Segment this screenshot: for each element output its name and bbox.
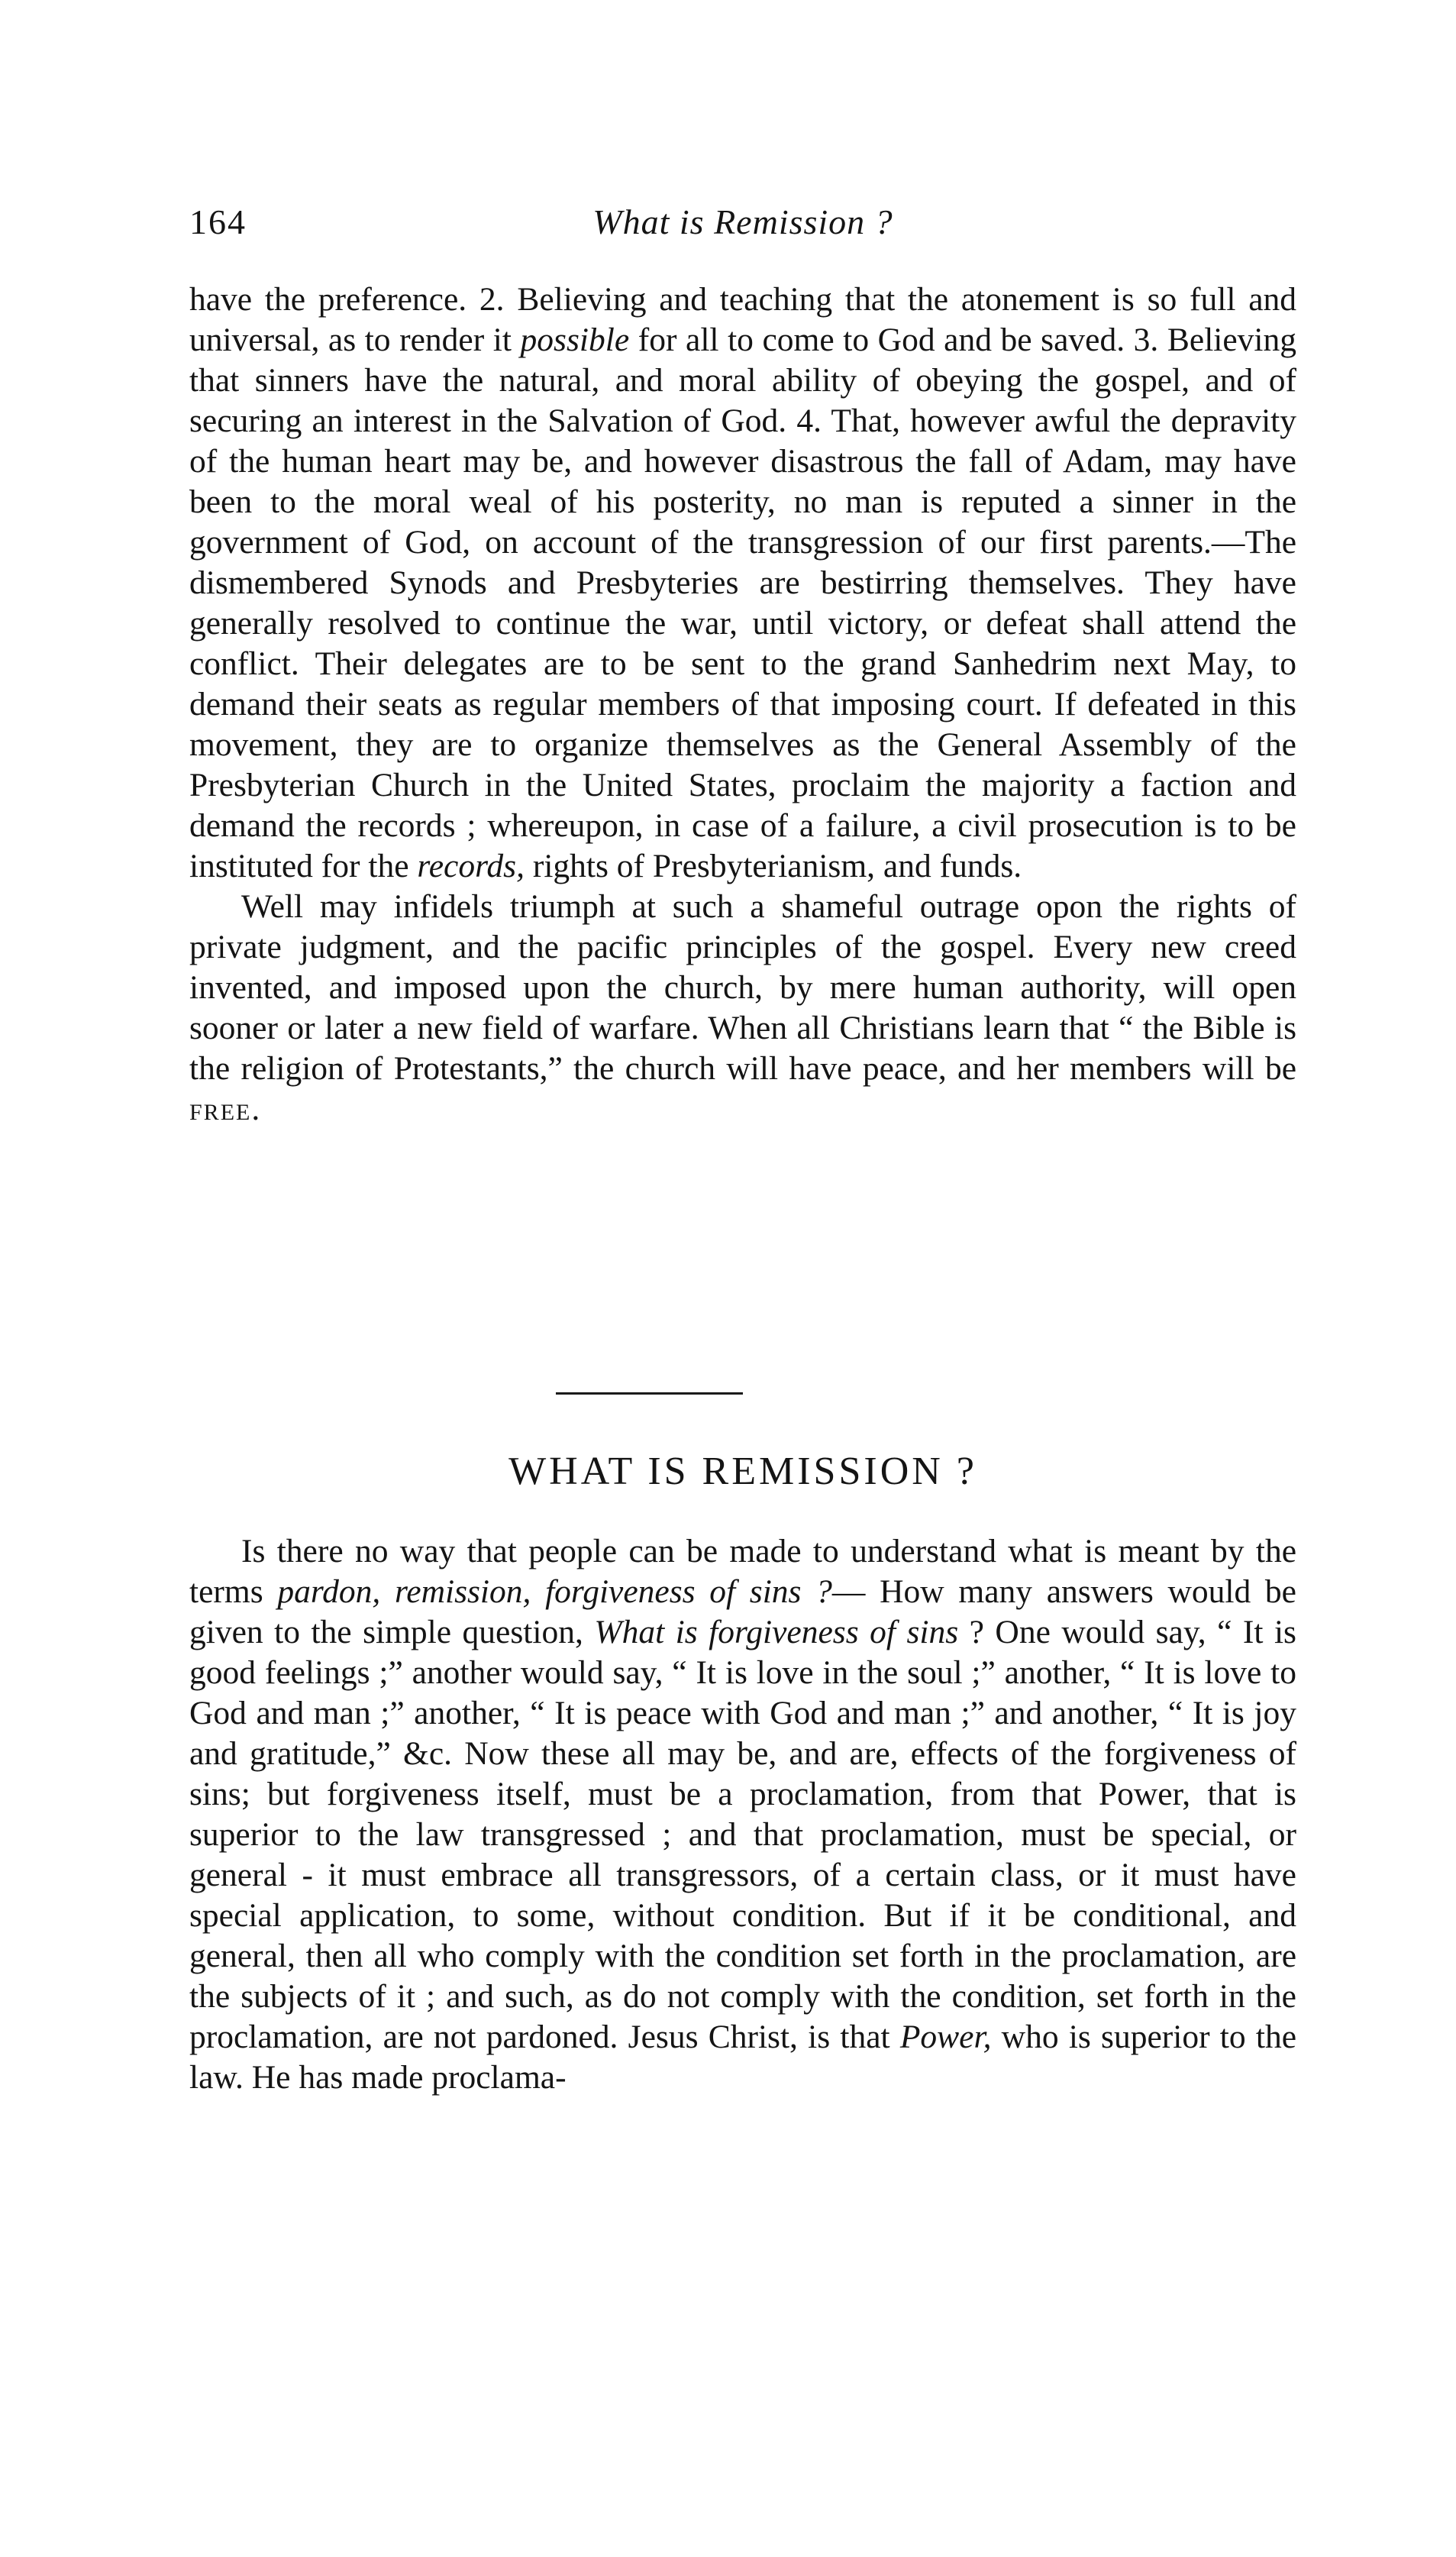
paragraph-text: ? One would say, “ It is good feelings ;” another would say, “ It is love in the soul ;” another, “ It is love to God and man ;” another, “ It is peace with God and man ;” and another, “ It is joy and gratitude,” &c. Now these all may be, and are, effects of the forgiveness of sins; but forgiveness itself, must be a proclamation, from that Power, that is superior to the law transgressed ; and that proclamation, must be special, or general - it must embrace all transgressors, of a certain class, or it must have special application, to some, without condition. But if it be conditional, and general, then all who comply with the condition set forth in the proclamation, are the subjects of it ; and such, as do not comply with the condition, set forth in the proclamation, are not pardoned. Jesus Christ, is that	[189, 1614, 1296, 2055]
italic-text: pardon, remission, forgiveness of sins ?	[277, 1573, 832, 1610]
italic-text: What is forgiveness of sins	[594, 1614, 959, 1650]
paragraph	[189, 887, 1296, 1130]
section-divider	[556, 1392, 743, 1395]
small-caps-text: free.	[189, 1091, 262, 1127]
previous-article-ending	[189, 280, 1296, 1130]
paragraph-text: — How many answers would be given to the simple question,	[189, 1573, 1296, 1650]
page-header	[189, 196, 1296, 249]
paragraph-text: Is there no way that people can be made to understand what is meant by the terms	[189, 1533, 1296, 1610]
running-title: What is Remission ?	[592, 202, 893, 241]
italic-text: Power,	[899, 2019, 992, 2055]
paragraph-text: Well may infidels triumph at such a shameful outrage opon the rights of private judgment, and the pacific principles of the gospel. Every new creed invented, and imposed upon the church, by mere human authority, will open sooner or later a new field of warfare. When all Christians learn that “ the Bible is the religion of Protestants,” the church will have peace, and her members will be	[189, 888, 1296, 1087]
paragraph-text: for all to come to God and be saved. 3. Believing that sinners have the natural, and moral ability of obeying the gospel, and of securing an interest in the Salvation of God. 4. That, however awful the depravity of the human heart may be, and however disastrous the fall of Adam, may have been to the moral weal of his posterity, no man is reputed a sinner in the government of God, on account of the transgression of our first parents.—The dismembered Synods and Presbyteries are bestirring themselves. They have generally resolved to continue the war, until victory, or defeat shall attend the conflict. Their delegates are to be sent to the grand Sanhedrim next May, to demand their seats as regular members of that imposing court. If defeated in this movement, they are to organize themselves as the General Assembly of the Presbyterian Church in the United States, proclaim the majority a faction and demand the records ; whereupon, in case of a failure, a civil prosecution is to be instituted for the	[189, 322, 1297, 884]
section-heading: WHAT IS REMISSION ?	[508, 1450, 977, 1493]
page-number: 164	[189, 202, 247, 241]
paragraph-text: who is superior to the law. He has made proclama-	[189, 2019, 1297, 2096]
paragraph-text: have the preference. 2. Believing and teaching that the atonement is so full and universal, as to render it	[189, 281, 1296, 358]
paragraph	[189, 280, 1296, 887]
section-body	[189, 1531, 1296, 2098]
paragraph-text: rights of Presbyterianism, and funds.	[524, 848, 1022, 884]
italic-text: possible	[520, 322, 630, 358]
italic-text: records,	[417, 848, 525, 884]
paragraph	[189, 1531, 1296, 2098]
